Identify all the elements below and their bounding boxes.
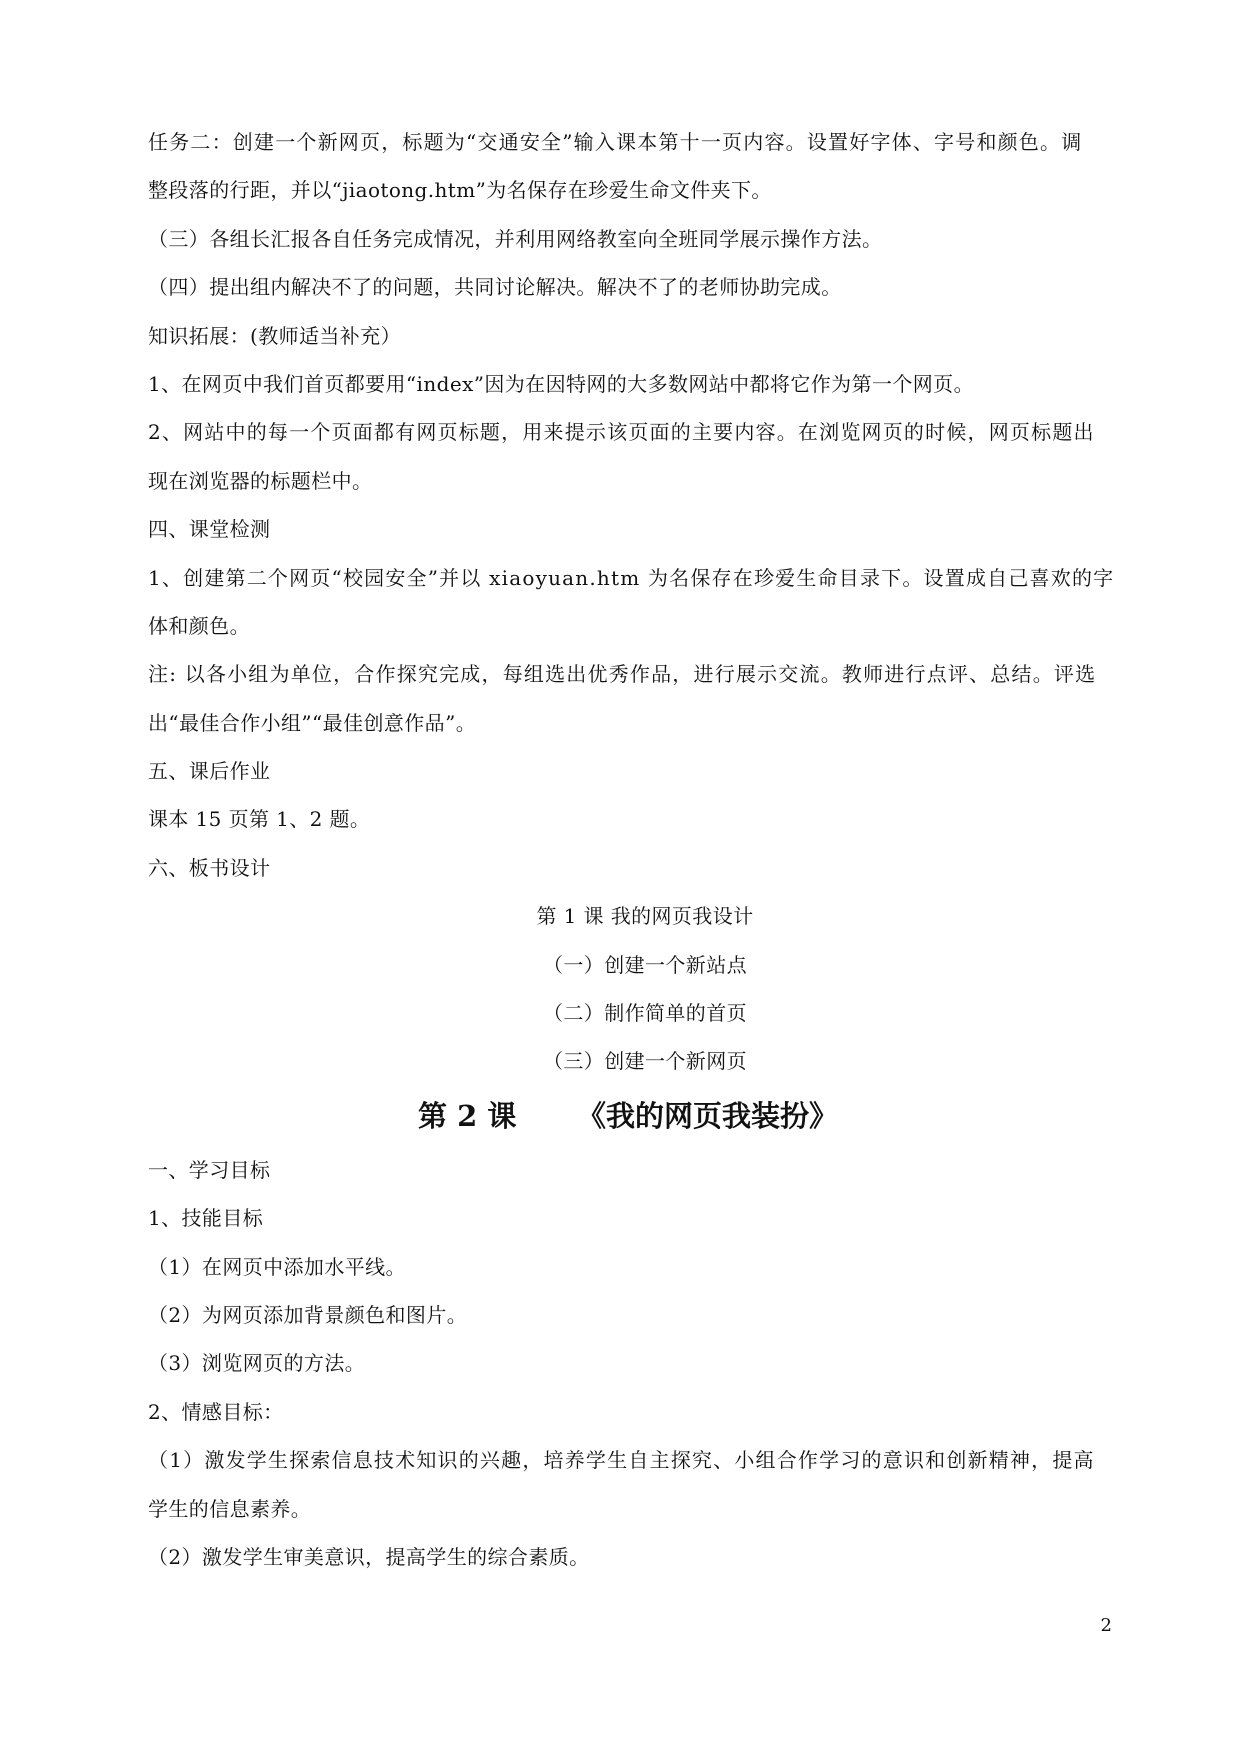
paragraph-line: （2）为网页添加背景颜色和图片。 bbox=[148, 1302, 468, 1327]
paragraph-line: 2、网站中的每一个页面都有网页标题，用来提示该页面的主要内容。在浏览网页的时候，网页标题出 bbox=[148, 420, 1095, 445]
paragraph-line: （3）浏览网页的方法。 bbox=[148, 1351, 366, 1376]
paragraph-line: （三）各组长汇报各自任务完成情况，并利用网络教室向全班同学展示操作方法。 bbox=[148, 226, 883, 251]
paragraph-line: （1）激发学生探索信息技术知识的兴趣，培养学生自主探究、小组合作学习的意识和创新精神，提高 bbox=[148, 1448, 1095, 1473]
board-design-line: （二）制作简单的首页 bbox=[543, 1001, 747, 1026]
paragraph-line: （2）激发学生审美意识，提高学生的综合素质。 bbox=[148, 1544, 590, 1569]
board-design-line: （三）创建一个新网页 bbox=[543, 1049, 747, 1074]
paragraph-line: 课本 15 页第 1、2 题。 bbox=[148, 807, 371, 832]
paragraph-line: 2、情感目标： bbox=[148, 1399, 284, 1424]
paragraph-line: （四）提出组内解决不了的问题，共同讨论解决。解决不了的老师协助完成。 bbox=[148, 275, 842, 300]
board-design-line: （一）创建一个新站点 bbox=[543, 952, 747, 977]
section-heading: 四、课堂检测 bbox=[148, 517, 271, 542]
section-heading: 六、板书设计 bbox=[148, 855, 271, 880]
paragraph-line: 任务二：创建一个新网页，标题为“交通安全”输入课本第十一页内容。设置好字体、字号和颜色。调 bbox=[148, 130, 1083, 154]
paragraph-line: 现在浏览器的标题栏中。 bbox=[148, 468, 373, 493]
paragraph-line: 体和颜色。 bbox=[148, 613, 250, 638]
note-line: 出“最佳合作小组”“最佳创意作品”。 bbox=[148, 710, 477, 735]
paragraph-line: 1、创建第二个网页“校园安全”并以 xiaoyuan.htm 为名保存在珍爱生命目录下。设置成自己喜欢的字 bbox=[148, 565, 1115, 590]
note-line: 注: 以各小组为单位，合作探究完成，每组选出优秀作品，进行展示交流。教师进行点评、总结。评选 bbox=[148, 662, 1097, 687]
section-heading: 一、学习目标 bbox=[148, 1157, 271, 1182]
paragraph-line: 1、技能目标 bbox=[148, 1206, 264, 1231]
paragraph-line: 1、在网页中我们首页都要用“index”因为在因特网的大多数网站中都将它作为第一个网页。 bbox=[148, 371, 974, 396]
lesson-title: 第 2 课 《我的网页我装扮》 bbox=[418, 1098, 838, 1133]
page-content bbox=[148, 118, 1115, 1581]
paragraph-line: 整段落的行距，并以“jiaotong.htm”为名保存在珍爱生命文件夹下。 bbox=[148, 178, 772, 203]
board-design-line: 第 1 课 我的网页我设计 bbox=[536, 904, 754, 929]
paragraph-line: 知识拓展：(教师适当补充） bbox=[148, 323, 402, 348]
section-heading: 五、课后作业 bbox=[148, 759, 271, 784]
paragraph-line: 学生的信息素养。 bbox=[148, 1496, 312, 1521]
page-number: 2 bbox=[1100, 1615, 1112, 1636]
paragraph-line: （1）在网页中添加水平线。 bbox=[148, 1254, 406, 1279]
